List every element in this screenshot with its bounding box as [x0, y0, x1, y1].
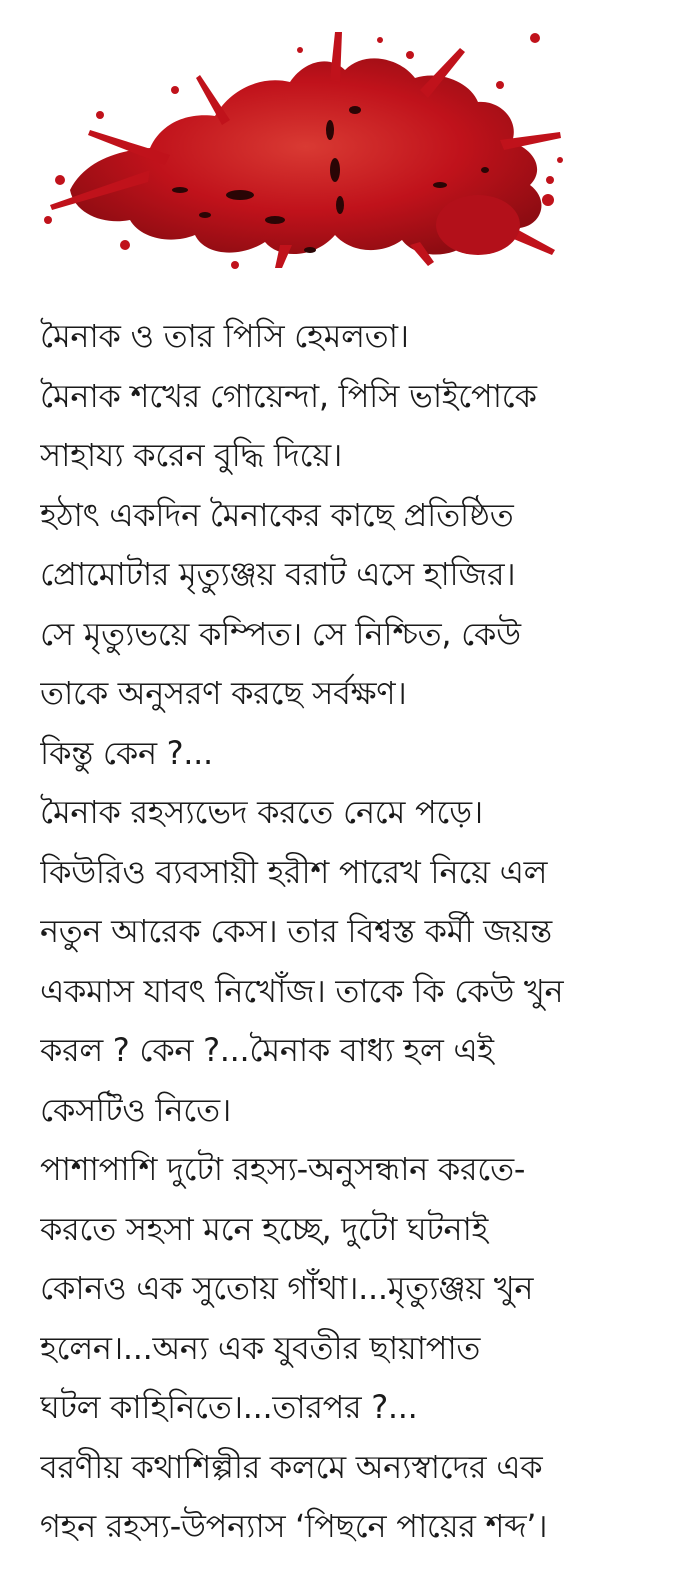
blurb-line: মৈনাক ও তার পিসি হেমলতা। — [40, 317, 409, 355]
blurb-line: সে মৃত্যুভয়ে কম্পিত। সে নিশ্চিত, কেউ — [40, 614, 521, 653]
blurb-line: ঘটল কাহিনিতে।...তারপর ?... — [40, 1388, 418, 1426]
blurb-line: কেসটিও নিতে। — [40, 1090, 231, 1129]
blurb-line: মৈনাক রহস্যভেদ করতে নেমে পড়ে। — [40, 793, 483, 831]
blurb-line: কোনও এক সুতোয় গাঁথা।...মৃত্যুঞ্জয় খুন — [40, 1269, 534, 1307]
blurb-line: হঠাৎ একদিন মৈনাকের কাছে প্রতিষ্ঠিত — [40, 495, 514, 534]
blurb-line: করতে সহসা মনে হচ্ছে, দুটো ঘটনাই — [40, 1209, 488, 1248]
blurb-line: পাশাপাশি দুটো রহস্য-অনুসন্ধান করতে- — [40, 1150, 526, 1188]
blurb-line: কিন্তু কেন ?... — [40, 733, 213, 772]
blurb-line: কিউরিও ব্যবসায়ী হরীশ পারেখ নিয়ে এল — [40, 852, 548, 891]
blurb-line: বরণীয় কথাশিল্পীর কলমে অন্যস্বাদের এক — [40, 1447, 543, 1486]
blurb-line: একমাস যাবৎ নিখোঁজ। তাকে কি কেউ খুন — [40, 971, 564, 1010]
blurb-line: মৈনাক শখের গোয়েন্দা, পিসি ভাইপোকে — [40, 376, 537, 415]
blurb-line: গহন রহস্য-উপন্যাস ‘পিছনে পায়ের শব্দ’। — [40, 1507, 548, 1545]
blurb-line: হলেন।...অন্য এক যুবতীর ছায়াপাত — [40, 1328, 481, 1367]
blurb-line: করল ? কেন ?...মৈনাক বাধ্য হল এই — [40, 1031, 494, 1069]
blurb-line: তাকে অনুসরণ করছে সর্বক্ষণ। — [40, 674, 407, 712]
blurb-line: প্রোমোটার মৃত্যুঞ্জয় বরাট এসে হাজির। — [40, 555, 516, 593]
blurb-text — [40, 307, 655, 1557]
blood-splatter-image — [30, 20, 570, 270]
blurb-line: নতুন আরেক কেস। তার বিশ্বস্ত কর্মী জয়ন্ত — [40, 912, 552, 950]
blurb-line: সাহায্য করেন বুদ্ধি দিয়ে। — [40, 436, 343, 474]
